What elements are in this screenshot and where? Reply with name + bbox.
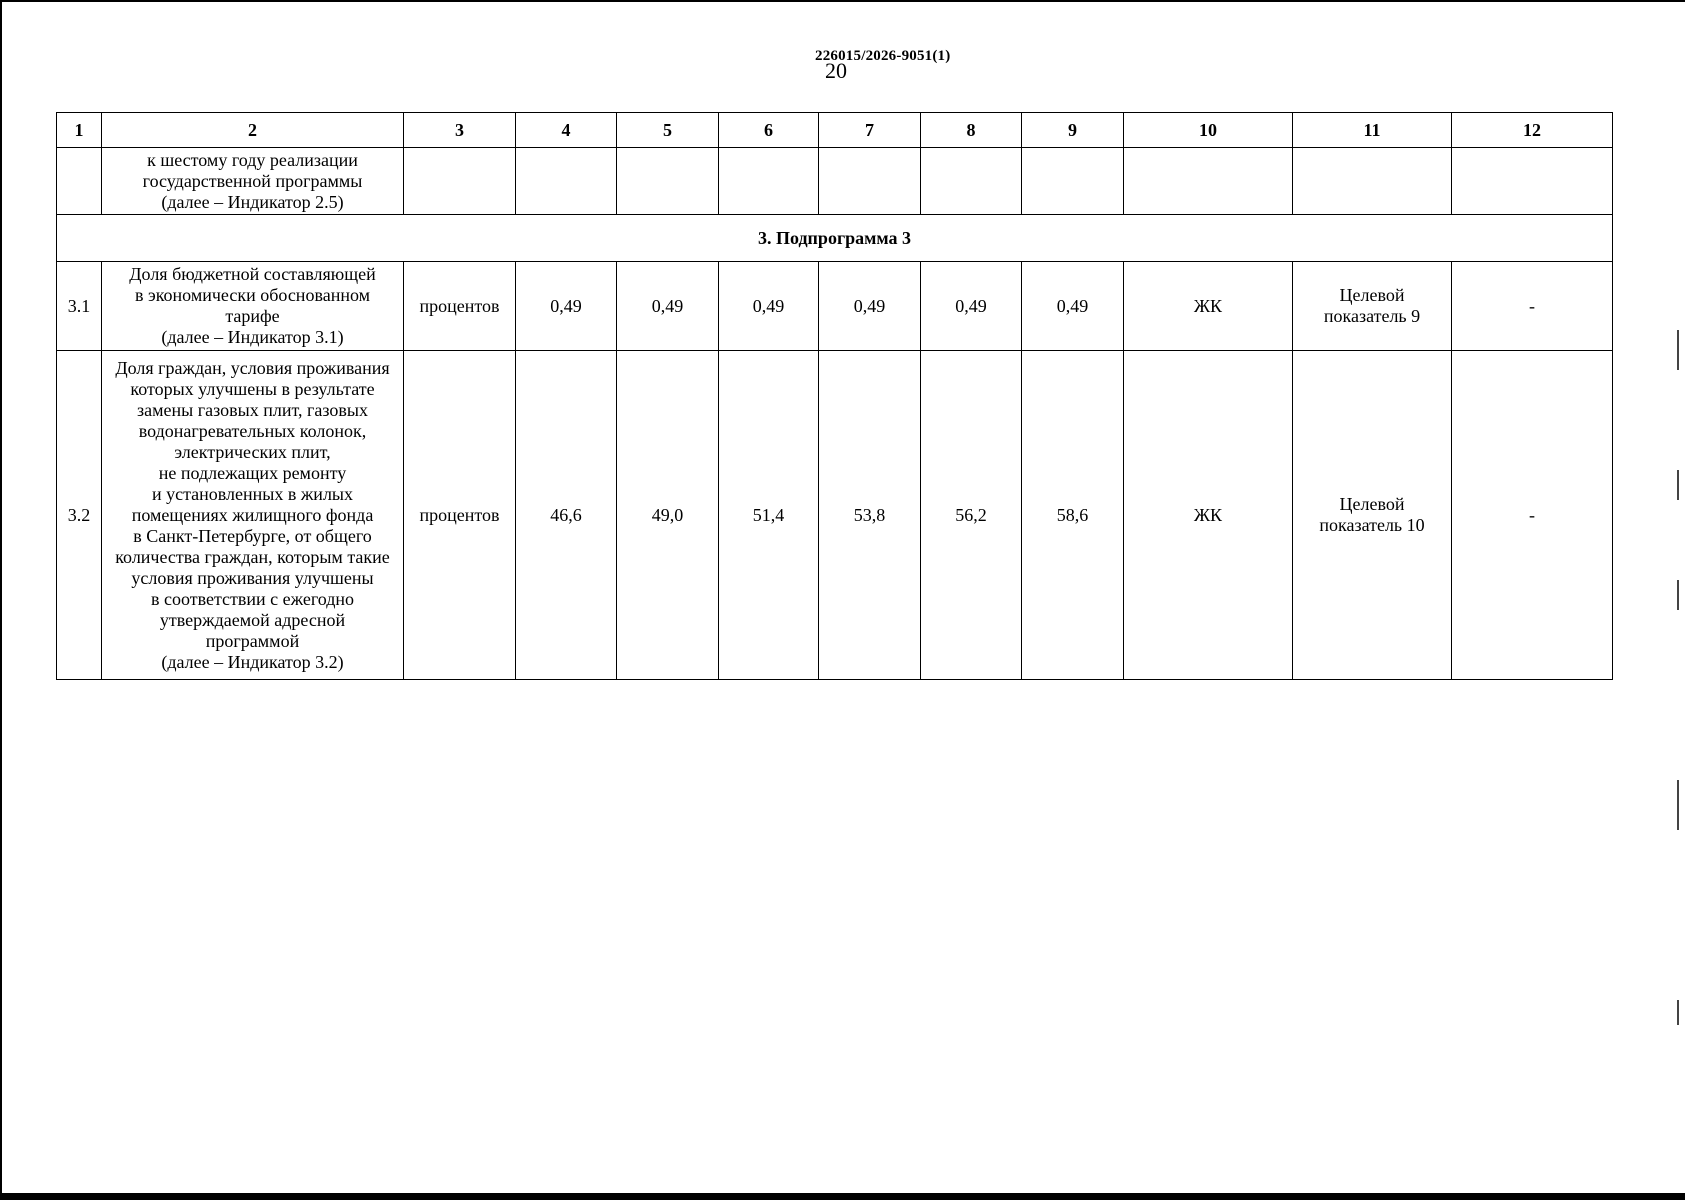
column-number-cell: 8 xyxy=(921,113,1022,148)
continuation-row xyxy=(57,148,1613,215)
value-cell: 56,2 xyxy=(921,351,1022,680)
indicators-table xyxy=(56,112,1613,680)
column-number-cell: 6 xyxy=(719,113,819,148)
empty-cell xyxy=(516,148,617,215)
row-code-cell xyxy=(57,148,102,215)
document-registration-number: 226015/2026-9051(1) xyxy=(815,48,951,64)
indicator-row xyxy=(57,351,1613,680)
value-cell: 0,49 xyxy=(516,262,617,351)
empty-cell xyxy=(1124,148,1293,215)
indicator-name: к шестому году реализации государственной программы (далее – Индикатор 2.5) xyxy=(142,149,363,212)
row-code-cell: 3.2 xyxy=(57,351,102,680)
scan-edge-mark xyxy=(1677,1000,1679,1025)
scan-edge-mark xyxy=(1677,580,1679,610)
value-cell: 58,6 xyxy=(1022,351,1124,680)
column-number-cell: 7 xyxy=(819,113,921,148)
empty-cell xyxy=(1022,148,1124,215)
responsible-cell: ЖК xyxy=(1124,262,1293,351)
value-cell: 46,6 xyxy=(516,351,617,680)
page-number: 20 xyxy=(825,58,847,83)
unit-cell: процентов xyxy=(404,262,516,351)
target-cell xyxy=(1293,351,1452,680)
column-number-cell: 11 xyxy=(1293,113,1452,148)
scan-border-bottom xyxy=(0,1193,1685,1200)
empty-cell xyxy=(819,148,921,215)
column-number-cell: 12 xyxy=(1452,113,1613,148)
empty-cell xyxy=(921,148,1022,215)
value-cell: 0,49 xyxy=(1022,262,1124,351)
scan-edge-mark xyxy=(1677,330,1679,370)
scan-border-top xyxy=(0,0,1685,2)
value-cell: 0,49 xyxy=(819,262,921,351)
empty-cell xyxy=(617,148,719,215)
column-number-cell: 10 xyxy=(1124,113,1293,148)
column-number-cell: 9 xyxy=(1022,113,1124,148)
column-number-cell: 5 xyxy=(617,113,719,148)
column-number-cell: 3 xyxy=(404,113,516,148)
value-cell: 49,0 xyxy=(617,351,719,680)
indicator-row xyxy=(57,262,1613,351)
column-number-cell: 4 xyxy=(516,113,617,148)
unit-cell: процентов xyxy=(404,351,516,680)
value-cell: 53,8 xyxy=(819,351,921,680)
empty-cell xyxy=(719,148,819,215)
empty-cell xyxy=(1452,148,1613,215)
note-cell: - xyxy=(1452,262,1613,351)
column-number-cell: 2 xyxy=(102,113,404,148)
scan-edge-mark xyxy=(1677,470,1679,500)
indicator-name-cell xyxy=(102,262,404,351)
target-indicator: Целевой показатель 9 xyxy=(1323,285,1421,326)
indicator-name: Доля граждан, условия проживания которых улучшены в результате замены газовых плит, газовых водонагревательных колонок, электрических плит, не подлежащих ремонту и установленных в жилых помещениях жилищного фонда в Санкт-Петербурге, от общего количества граждан, которым такие условия проживания улучшены в соответствии с ежегодно утверждаемой адресной программой (далее – Индикатор 3.2) xyxy=(115,357,390,672)
column-number-row xyxy=(57,113,1613,148)
value-cell: 0,49 xyxy=(617,262,719,351)
row-code-cell: 3.1 xyxy=(57,262,102,351)
column-number-cell: 1 xyxy=(57,113,102,148)
empty-cell xyxy=(1293,148,1452,215)
scan-edge-mark xyxy=(1677,780,1679,830)
indicator-name: Доля бюджетной составляющей в экономически обоснованном тарифе (далее – Индикатор 3.1) xyxy=(129,264,376,347)
target-indicator: Целевой показатель 10 xyxy=(1319,494,1425,535)
indicator-name-cell xyxy=(102,148,404,215)
responsible-cell: ЖК xyxy=(1124,351,1293,680)
section-row xyxy=(57,215,1613,262)
value-cell: 0,49 xyxy=(921,262,1022,351)
value-cell: 51,4 xyxy=(719,351,819,680)
section-title: 3. Подпрограмма 3 xyxy=(57,215,1613,262)
indicator-name-cell xyxy=(102,351,404,680)
empty-cell xyxy=(404,148,516,215)
note-cell: - xyxy=(1452,351,1613,680)
scan-border-left xyxy=(0,0,2,1200)
value-cell: 0,49 xyxy=(719,262,819,351)
target-cell xyxy=(1293,262,1452,351)
